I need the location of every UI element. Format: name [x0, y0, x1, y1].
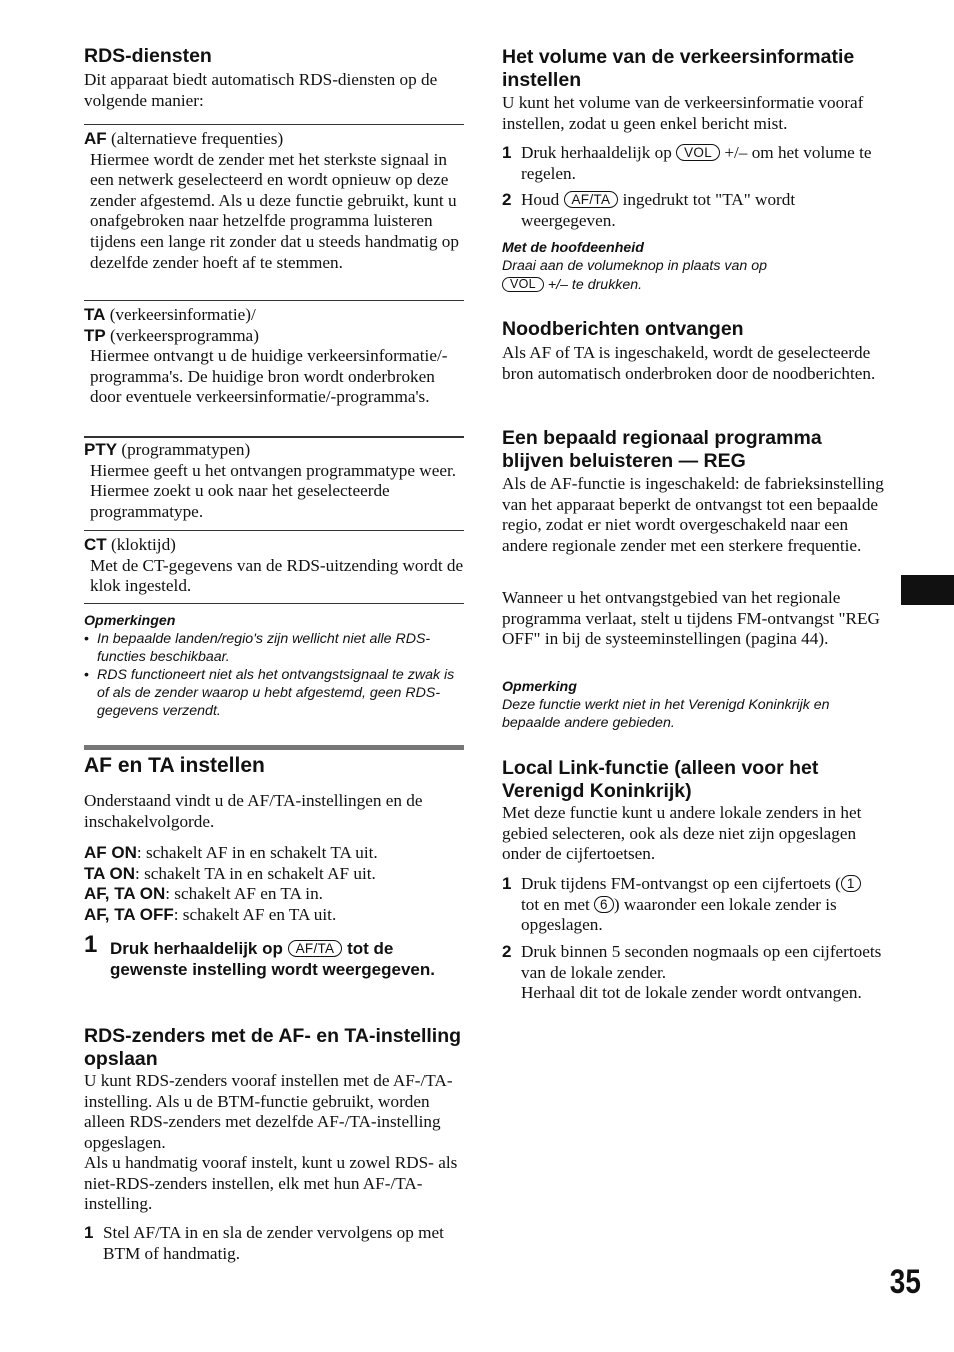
definition-pty — [84, 440, 466, 522]
store-paragraph-2: Als u handmatig vooraf instelt, kunt u zowel RDS- als niet-RDS-zenders instellen, elk met hun AF-/TA-instelling. — [84, 1153, 458, 1214]
divider — [84, 124, 464, 125]
divider — [84, 530, 464, 531]
step-number: 1 — [502, 143, 512, 162]
local-link-heading: Local Link-functie (alleen voor het Verenigd Koninkrijk) — [502, 757, 819, 802]
af-ta-heading: AF en TA instellen — [84, 754, 265, 777]
step-text: tot en met — [521, 894, 595, 914]
step-text: +/– om het volume te regelen. — [521, 143, 872, 183]
local-link-intro: Met deze functie kunt u andere lokale zenders in het gebied selecteren, ook als deze niet zijn opgeslagen onder de cijfertoetsen. — [502, 803, 862, 864]
setting-text: : schakelt TA in en schakelt AF uit. — [135, 863, 376, 883]
setting-text: : schakelt AF en TA in. — [165, 884, 323, 904]
reg-paragraph-1: Als de AF-functie is ingeschakeld: de fabrieksinstelling van het apparaat beperkt de ontvangst tot een bepaalde regio, zodat er niet wordt overgeschakeld naar een andere regionale zender met een sterkere frequentie. — [502, 474, 884, 555]
step-number: 2 — [502, 190, 512, 209]
setting-ta-on — [84, 864, 466, 885]
store-paragraph-1: U kunt RDS-zenders vooraf instellen met de AF-/TA-instelling. Als u de BTM-functie gebruikt, worden alleen RDS-zenders met dezelfde AF-/TA-instelling opgeslagen. — [84, 1071, 453, 1152]
term-tp-sub: (verkeersprogramma) — [105, 325, 259, 345]
notes-heading: Opmerkingen — [84, 613, 176, 629]
main-unit-line-1: Draai aan de volumeknop in plaats van op — [502, 258, 768, 274]
step-text: Houd — [521, 190, 564, 209]
step-number: 1 — [84, 1223, 94, 1242]
step-number: 1 — [502, 874, 512, 893]
step-text: Herhaal dit tot de lokale zender wordt ontvangen. — [521, 983, 862, 1003]
main-unit-heading: Met de hoofdeenheid — [502, 240, 644, 256]
settings-list — [84, 843, 466, 925]
volume-step-2 — [502, 190, 882, 231]
number-key-6-icon: 6 — [594, 896, 614, 913]
af-ta-step-1 — [84, 931, 464, 980]
step-text: ingedrukt tot "TA" wordt weergegeven. — [521, 190, 796, 230]
bullet-icon: • — [84, 667, 89, 683]
reg-note-heading: Opmerking — [502, 679, 577, 695]
step-text: tot de gewenste instelling wordt weergegeven. — [110, 939, 435, 979]
term-ta-sub: (verkeersinformatie)/ — [105, 305, 256, 324]
term-pty: PTY — [84, 440, 118, 459]
main-unit-text: +/– te drukken. — [543, 277, 643, 293]
term-ct-sub: (kloktijd) — [106, 535, 176, 554]
term-ta: TA — [84, 305, 106, 324]
term-ct: CT — [84, 535, 107, 554]
main-unit-line-2 — [502, 276, 882, 294]
local-link-step-1 — [502, 874, 882, 936]
divider — [84, 436, 464, 438]
setting-label: AF, TA ON — [84, 884, 166, 904]
setting-label: AF, TA OFF — [84, 904, 174, 924]
store-heading: RDS-zenders met de AF- en TA-instelling opslaan — [84, 1025, 462, 1070]
reg-paragraph-2: Wanneer u het ontvangstgebied van het regionale programma verlaat, stelt u tijdens FM-ontvangst "REG OFF" in bij de systeeminstellingen (pagina 44). — [502, 588, 880, 649]
volume-heading: Het volume van de verkeersinformatie instellen — [502, 46, 855, 91]
step-text: Druk herhaaldelijk op — [110, 939, 288, 958]
page-number: 35 — [889, 1263, 921, 1301]
emergency-text: Als AF of TA is ingeschakeld, wordt de geselecteerde bron automatisch onderbroken door de noodberichten. — [502, 343, 876, 383]
term-tp: TP — [84, 325, 106, 345]
setting-label: AF ON — [84, 843, 137, 862]
note-item-text: In bepaalde landen/regio's zijn wellicht niet alle RDS-functies beschikbaar. — [97, 631, 431, 665]
step-text: Druk herhaaldelijk op — [521, 143, 677, 162]
emergency-heading: Noodberichten ontvangen — [502, 318, 744, 340]
term-af-sub: (alternatieve frequenties) — [106, 129, 284, 148]
definition-ct — [84, 535, 466, 597]
step-number: 2 — [502, 942, 512, 961]
volume-step-1 — [502, 143, 882, 184]
number-key-1-icon: 1 — [841, 875, 861, 892]
divider — [84, 603, 464, 604]
local-link-step-2 — [502, 942, 882, 1004]
reg-heading: Een bepaald regionaal programma blijven beluisteren — REG — [502, 427, 822, 472]
vol-button-icon: VOL — [502, 277, 544, 292]
af-ta-button-icon: AF/TA — [288, 940, 343, 957]
section-divider — [84, 745, 464, 750]
note-item — [84, 666, 464, 720]
step-text: Druk tijdens FM-ontvangst op een cijfertoets ( — [521, 874, 841, 893]
definition-af — [84, 129, 466, 273]
definition-pty-desc: Hiermee geeft u het ontvangen programmatype weer. Hiermee zoekt u ook naar het geselecteerde programmatype. — [90, 460, 457, 521]
af-ta-button-icon: AF/TA — [564, 191, 619, 208]
reg-note-text: Deze functie werkt niet in het Verenigd Koninkrijk en bepaalde andere gebieden. — [502, 697, 830, 731]
setting-af-ta-off — [84, 905, 466, 926]
term-pty-sub: (programmatypen) — [117, 440, 251, 459]
setting-label: TA ON — [84, 863, 135, 883]
rds-services-heading: RDS-diensten — [84, 45, 212, 67]
step-text: Druk binnen 5 seconden nogmaals op een cijfertoets van de lokale zender. — [521, 942, 882, 982]
section-tab-marker — [901, 575, 954, 605]
setting-af-on — [84, 843, 466, 864]
setting-text: : schakelt AF in en schakelt TA uit. — [136, 843, 378, 862]
store-step-1 — [84, 1223, 464, 1264]
volume-intro: U kunt het volume van de verkeersinformatie vooraf instellen, zodat u geen enkel bericht mist. — [502, 93, 864, 133]
step-number: 1 — [84, 931, 98, 958]
note-item — [84, 630, 464, 666]
af-ta-intro: Onderstaand vindt u de AF/TA-instellingen en de inschakelvolgorde. — [84, 791, 423, 831]
rds-services-intro: Dit apparaat biedt automatisch RDS-diensten op de volgende manier: — [84, 70, 438, 110]
setting-text: : schakelt AF en TA uit. — [173, 904, 337, 924]
definition-ct-desc: Met de CT-gegevens van de RDS-uitzending wordt de klok ingesteld. — [90, 555, 464, 596]
bullet-icon: • — [84, 631, 89, 647]
note-item-text: RDS functioneert niet als het ontvangstsignaal te zwak is of als de zender waarop u hebt afgestemd, geen RDS-gegevens verzendt. — [97, 667, 455, 719]
divider — [84, 300, 464, 301]
definition-ta-tp — [84, 305, 466, 408]
step-text: Stel AF/TA in en sla de zender vervolgens op met BTM of handmatig. — [103, 1223, 444, 1263]
definition-ta-tp-desc: Hiermee ontvangt u de huidige verkeersinformatie/-programma's. De huidige bron wordt onderbroken door eventuele verkeersinformatie/-programma's. — [90, 346, 448, 407]
vol-button-icon: VOL — [676, 144, 720, 161]
definition-af-desc: Hiermee wordt de zender met het sterkste signaal in een netwerk geselecteerd en wordt opnieuw op deze zender afgestemd. Als u deze functie gebruikt, kunt u onafgebroken naar hetzelfde programma luisteren tijdens een lange rit zonder dat u steeds handmatig op dezelfde zender hoeft af te stemmen. — [90, 149, 459, 272]
setting-af-ta-on — [84, 884, 466, 905]
term-af: AF — [84, 129, 107, 148]
step-text: ) waaronder een lokale zender is opgeslagen. — [521, 894, 837, 935]
